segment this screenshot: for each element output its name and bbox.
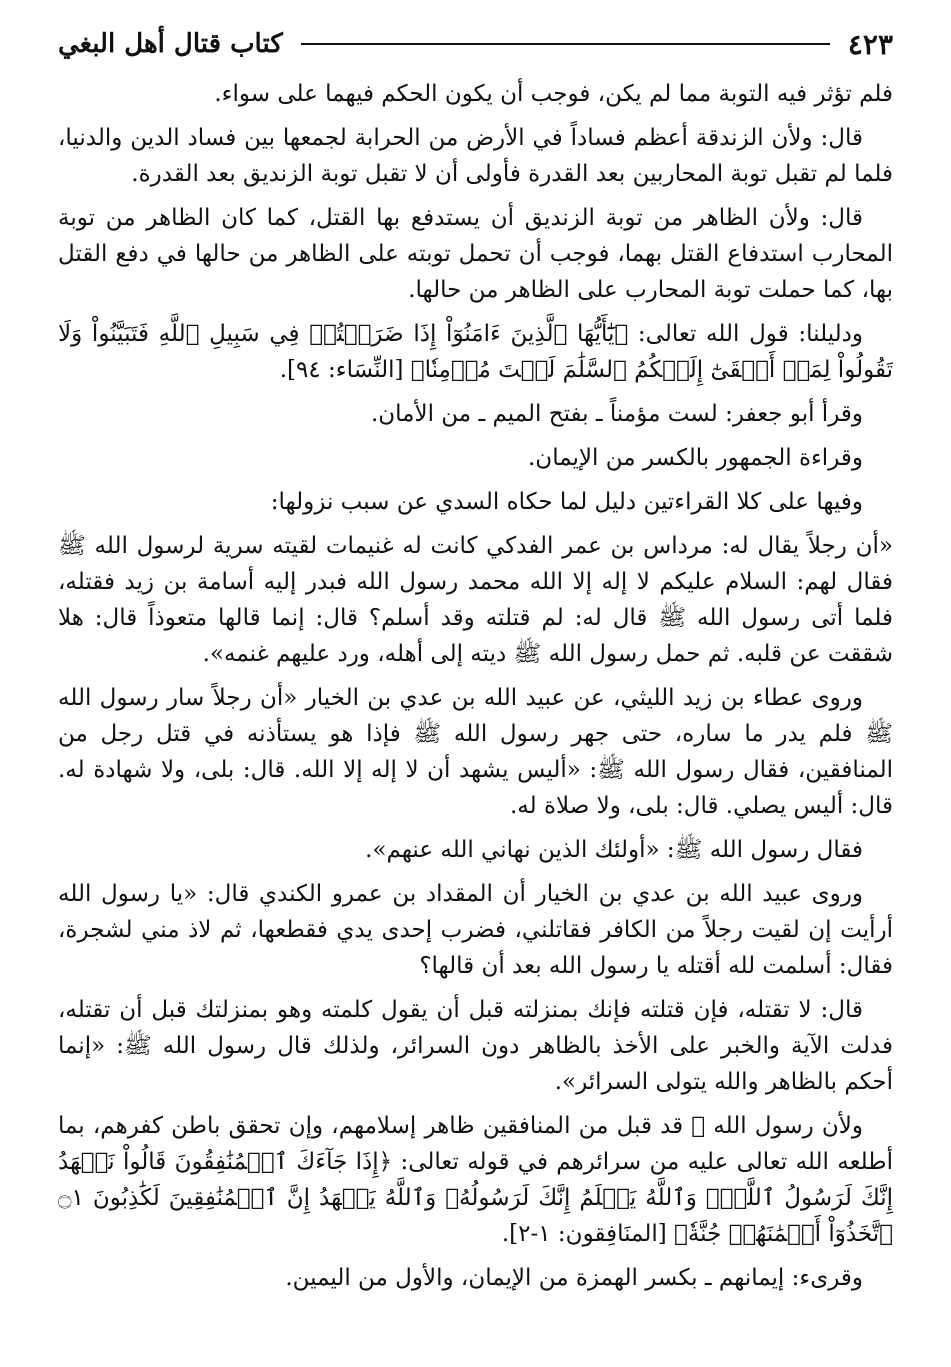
paragraph: وقرأ أبو جعفر: لست مؤمناً ـ بفتح الميم ـ من الأمان. (370, 401, 863, 427)
paragraph-quran-verse: ودليلنا: قول الله تعالى: ﴿يَٰٓأَيُّهَا ٱلَّذِينَ ءَامَنُوٓاْ إِذَا ضَرَبۡتُمۡ فِي سَبِيلِ ٱللَّهِ فَتَبَيَّنُواْ وَلَا تَقُولُواْ لِمَنۡ أَلۡقَىٰٓ إِلَيۡكُمُ ٱلسَّلَٰمَ لَسۡتَ مُؤۡمِنٗا﴾ [النِّسَاء: ٩٤]. (58, 321, 893, 383)
paragraph: قال: ولأن الظاهر من توبة الزنديق أن يستدفع بها القتل، كما كان الظاهر من توبة المحارب استدفاع القتل بهما، فوجب أن تحمل توبته على الظاهر من حالها في دفع القتل بها، كما حملت توبة المحارب على الظاهر من حالها. (58, 205, 893, 303)
book-title: كتاب قتال أهل البغي (58, 29, 283, 59)
paragraph: وقراءة الجمهور بالكسر من الإيمان. (528, 445, 863, 471)
paragraph-hadith: «أن رجلاً يقال له: مرداس بن عمر الفدكي كانت له غنيمات لقيته سرية لرسول الله ﷺ فقال لهم: السلام عليكم لا إله إلا الله محمد رسول الله فبدر إليه أسامة بن زيد فقتله، فلما أتى رسول الله ﷺ قال له: لم قتلته وقد أسلم؟ قال: إنما قالها متعوذاً قال: هلا شققت عن قلبه. ثم حمل رسول الله ﷺ ديته إلى أهله، ورد عليهم غنمه». (58, 533, 893, 667)
paragraph: قال: ولأن الزندقة أعظم فساداً في الأرض من الحرابة لجمعها بين فساد الدين والدنيا، فلما لم تقبل توبة المحاربين بعد القدرة فأولى أن لا تقبل توبة الزنديق بعد القدرة. (58, 125, 893, 187)
paragraph: فقال رسول الله ﷺ: «أولئك الذين نهاني الله عنهم». (365, 837, 863, 863)
paragraph: وقرىء: إيمانهم ـ بكسر الهمزة من الإيمان، والأول من اليمين. (285, 1265, 863, 1291)
paragraph-hadith: وروى عطاء بن زيد الليثي، عن عبيد الله بن عدي بن الخيار «أن رجلاً سار رسول الله ﷺ فلم يدر ما ساره، حتى جهر رسول الله ﷺ فإذا هو يستأذنه في قتل رجل من المنافقين، فقال رسول الله ﷺ: «أليس يشهد أن لا إله إلا الله. قال: بلى، ولا شهادة له. قال: أليس يصلي. قال: بلى، ولا صلاة له. (58, 685, 893, 819)
header-rule (301, 43, 830, 45)
page-body (58, 76, 893, 1296)
paragraph-quran-verse: ولأن رسول الله ﷺ قد قبل من المنافقين ظاهر إسلامهم، وإن تحقق باطن كفرهم، بما أطلعه الله تعالى عليه من سرائرهم في قوله تعالى: ﴿إِذَا جَآءَكَ ٱلۡمُنَٰفِقُونَ قَالُواْ نَشۡهَدُ إِنَّكَ لَرَسُولُ ٱللَّهِۗ وَٱللَّهُ يَعۡلَمُ إِنَّكَ لَرَسُولُهُۥ وَٱللَّهُ يَشۡهَدُ إِنَّ ٱلۡمُنَٰفِقِينَ لَكَٰذِبُونَ ۝١ ٱتَّخَذُوٓاْ أَيۡمَٰنَهُمۡ جُنَّةٗ﴾ [المنَافِقون: ١-٢]. (58, 1113, 893, 1247)
paragraph: فلم تؤثر فيه التوبة مما لم يكن، فوجب أن يكون الحكم فيهما على سواء. (214, 81, 893, 107)
page-number: ٤٢٣ (847, 27, 893, 61)
paragraph-hadith: وروى عبيد الله بن عدي بن الخيار أن المقداد بن عمرو الكندي قال: «يا رسول الله أرأيت إن لقيت رجلاً من الكافر فقاتلني، فضرب إحدى يدي فقطعها، ثم لاذ مني لشجرة، فقال: أسلمت لله أقتله يا رسول الله بعد أن قالها؟ (58, 881, 893, 979)
paragraph: وفيها على كلا القراءتين دليل لما حكاه السدي عن سبب نزولها: (270, 489, 863, 515)
paragraph: قال: لا تقتله، فإن قتلته فإنك بمنزلته قبل أن يقول كلمته وهو بمنزلتك قبل أن تقتله، فدلت الآية والخبر على الأخذ بالظاهر دون السرائر، ولذلك قال رسول الله ﷺ: «إنما أحكم بالظاهر والله يتولى السرائر». (58, 997, 893, 1095)
page-header (58, 18, 893, 70)
